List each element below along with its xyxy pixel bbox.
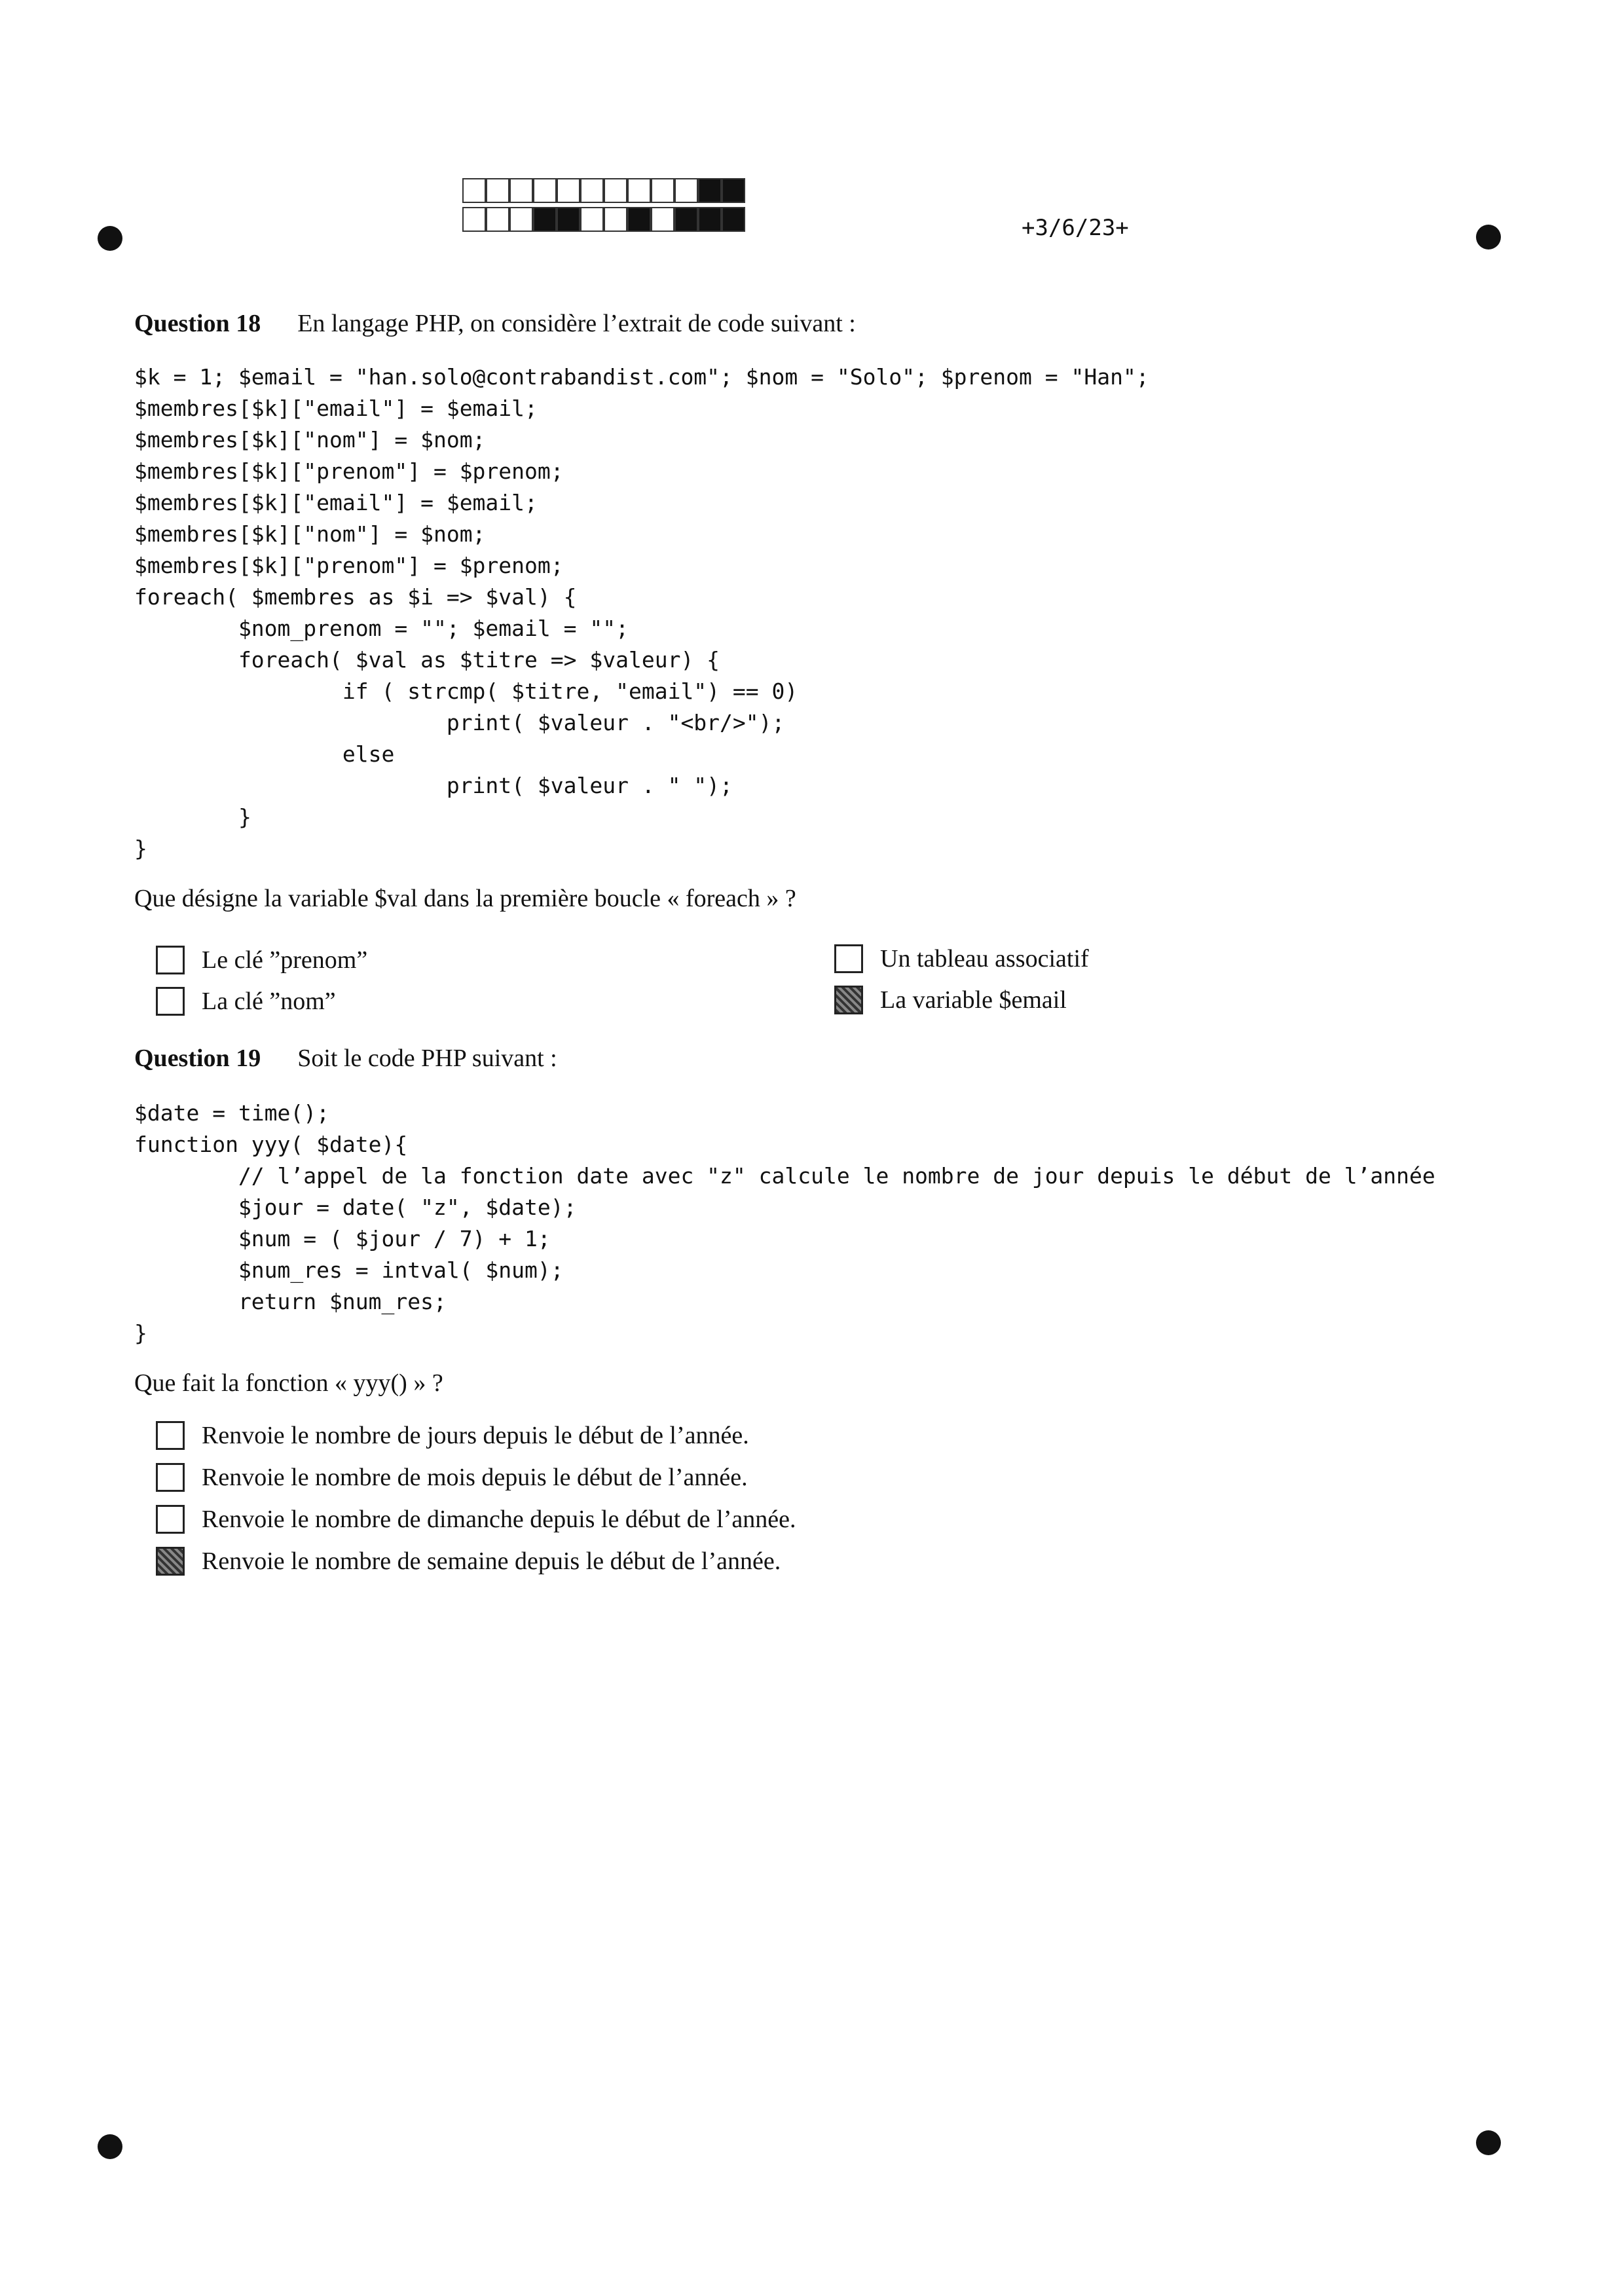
- corner-marker-top-left: [98, 226, 122, 251]
- answer-option[interactable]: [156, 946, 367, 974]
- barcode-cell: [722, 178, 745, 203]
- barcode-cell: [604, 207, 627, 232]
- question-19-code: $date = time(); function yyy( $date){ // l’appel de la fonction date avec "z" calcule le nombre de jour depuis le début de l’année $jour = date( "z", $date); $num = ( $jour / 7) + 1; $num_res = intval( $num); return $num_res; }: [134, 1100, 1435, 1346]
- corner-marker-top-right: [1476, 225, 1501, 250]
- checkbox[interactable]: [156, 987, 185, 1016]
- barcode-cell: [651, 178, 674, 203]
- answer-label: La variable $email: [880, 986, 1067, 1014]
- answer-option[interactable]: [834, 986, 1067, 1014]
- question-text: Soit le code PHP suivant :: [297, 1045, 557, 1072]
- barcode-cell: [580, 207, 604, 232]
- barcode-cell: [722, 207, 745, 232]
- question-18-prompt: Que désigne la variable $val dans la première boucle « foreach » ?: [134, 885, 796, 912]
- answer-label: Renvoie le nombre de semaine depuis le début de l’année.: [202, 1547, 781, 1575]
- question-18-code: $k = 1; $email = "han.solo@contrabandist.com"; $nom = "Solo"; $prenom = "Han"; $membres[$k]["email"] = $email; $membres[$k]["nom"] = $nom; $membres[$k]["prenom"] = $prenom; $membres[$k]["email"] = $email; $membres[$k]["nom"] = $nom; $membres[$k]["prenom"] = $prenom; foreach( $membres as $i => $val) { $nom_prenom = ""; $email = ""; foreach( $val as $titre => $valeur) { if ( strcmp( $titre, "email") == 0) print( $valeur . "<br/>"); else print( $valeur . " "); } }: [134, 364, 1149, 861]
- barcode-cell: [557, 207, 580, 232]
- question-text: En langage PHP, on considère l’extrait de code suivant :: [297, 310, 856, 337]
- question-label: Question 18: [134, 310, 261, 337]
- answer-label: La clé ”nom”: [202, 988, 336, 1015]
- answer-label: Renvoie le nombre de mois depuis le début de l’année.: [202, 1464, 748, 1491]
- barcode-row-2: [462, 207, 745, 232]
- barcode-cell: [674, 178, 698, 203]
- checkbox[interactable]: [834, 944, 863, 973]
- question-label: Question 19: [134, 1045, 261, 1072]
- answer-label: Renvoie le nombre de dimanche depuis le début de l’année.: [202, 1506, 796, 1533]
- barcode-cell: [533, 178, 557, 203]
- barcode-cell: [509, 207, 533, 232]
- answer-option[interactable]: [156, 1463, 748, 1492]
- barcode-cell: [580, 178, 604, 203]
- answer-option[interactable]: [156, 1505, 796, 1534]
- question-19-prompt: Que fait la fonction « yyy() » ?: [134, 1369, 443, 1397]
- checkbox[interactable]: [156, 1505, 185, 1534]
- answer-label: Un tableau associatif: [880, 945, 1089, 972]
- barcode-cell: [674, 207, 698, 232]
- barcode-row-1: [462, 178, 745, 203]
- barcode-cell: [698, 207, 722, 232]
- answer-option[interactable]: [156, 1421, 749, 1450]
- question-18-header: [134, 309, 856, 338]
- checkbox[interactable]: [834, 986, 863, 1014]
- answer-option[interactable]: [834, 944, 1089, 973]
- corner-marker-bottom-right: [1476, 2130, 1501, 2155]
- barcode-cell: [462, 178, 486, 203]
- barcode-cell: [651, 207, 674, 232]
- page-barcode: [462, 178, 745, 236]
- checkbox[interactable]: [156, 946, 185, 974]
- barcode-cell: [486, 178, 509, 203]
- barcode-cell: [509, 178, 533, 203]
- question-19-header: [134, 1044, 557, 1073]
- barcode-cell: [533, 207, 557, 232]
- checkbox[interactable]: [156, 1463, 185, 1492]
- corner-marker-bottom-left: [98, 2134, 122, 2159]
- checkbox[interactable]: [156, 1547, 185, 1576]
- barcode-cell: [486, 207, 509, 232]
- barcode-cell: [627, 207, 651, 232]
- barcode-cell: [557, 178, 580, 203]
- barcode-cell: [462, 207, 486, 232]
- barcode-cell: [698, 178, 722, 203]
- barcode-cell: [604, 178, 627, 203]
- page-code: +3/6/23+: [1022, 215, 1129, 241]
- answer-option[interactable]: [156, 987, 336, 1016]
- barcode-cell: [627, 178, 651, 203]
- checkbox[interactable]: [156, 1421, 185, 1450]
- answer-option[interactable]: [156, 1547, 781, 1576]
- answer-label: Le clé ”prenom”: [202, 946, 368, 974]
- answer-label: Renvoie le nombre de jours depuis le début de l’année.: [202, 1422, 749, 1449]
